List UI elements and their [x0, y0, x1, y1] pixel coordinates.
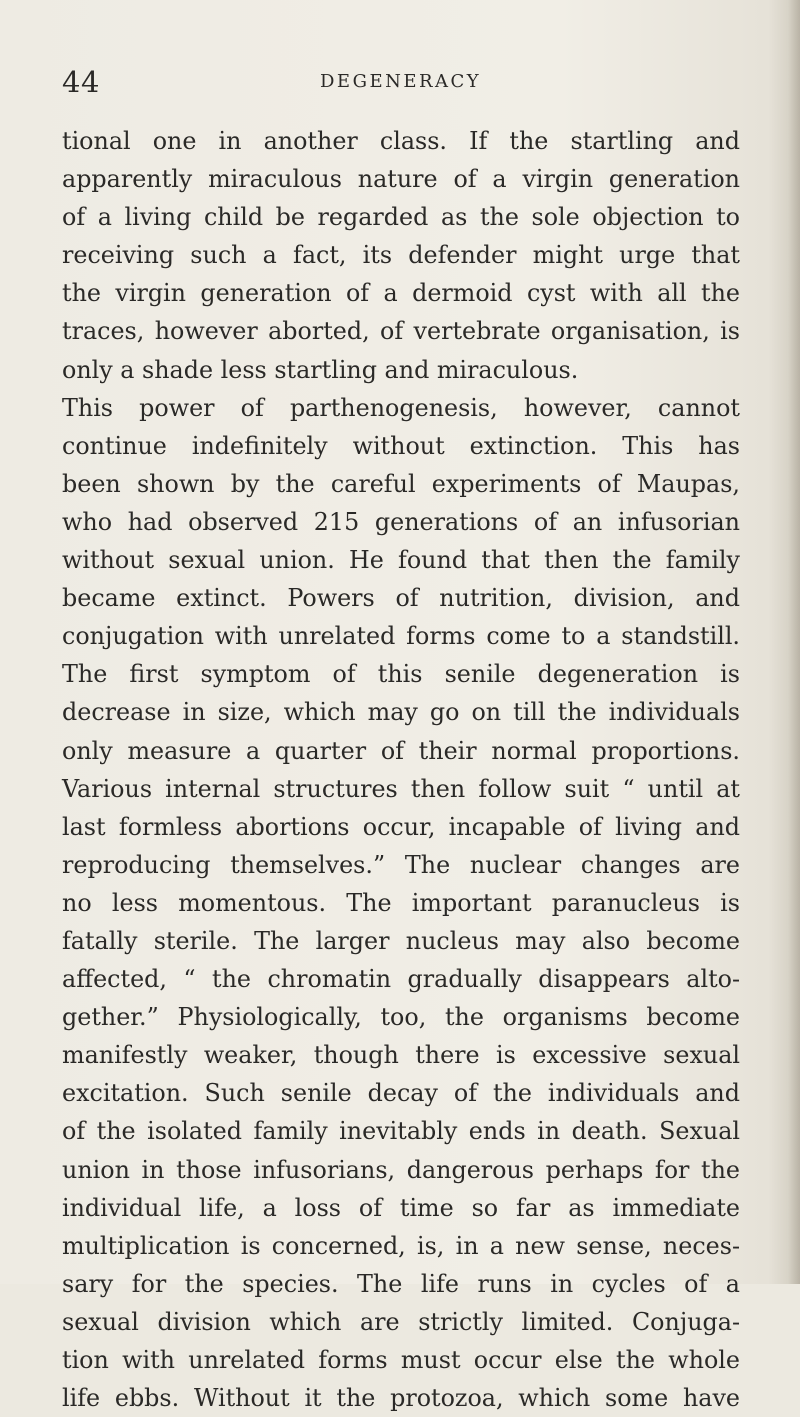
- text-line: excitation. Such senile decay of the individuals and: [62, 1079, 740, 1108]
- running-head: [62, 64, 742, 104]
- text-line: without sexual union. He found that then the family: [62, 546, 740, 575]
- text-line: apparently miraculous nature of a virgin generation: [62, 165, 740, 194]
- text-line: sary for the species. The life runs in cycles of a: [62, 1269, 740, 1298]
- text-line: been shown by the careful experiments of Maupas,: [62, 469, 740, 498]
- text-line: conjugation with unrelated forms come to a standstill.: [62, 622, 740, 651]
- text-line: tional one in another class. If the startling and: [62, 127, 740, 155]
- body-text: [62, 122, 740, 1417]
- text-line: affected, “ the chromatin gradually disappears alto-: [62, 965, 740, 994]
- text-line: traces, however aborted, of vertebrate organisation, is: [62, 317, 740, 346]
- text-line: last formless abortions occur, incapable of living and: [62, 812, 740, 841]
- text-line: who had observed 215 generations of an infusorian: [62, 507, 740, 536]
- text-line: only measure a quarter of their normal proportions.: [62, 736, 740, 765]
- text-line: became extinct. Powers of nutrition, division, and: [62, 584, 740, 613]
- text-line: continue indefinitely without extinction. This has: [62, 431, 740, 460]
- text-line: union in those infusorians, dangerous perhaps for the: [62, 1155, 740, 1184]
- text-line: gether.” Physiologically, too, the organisms become: [62, 1003, 740, 1032]
- text-line: individual life, a loss of time so far as immediate: [62, 1193, 740, 1222]
- text-line: This power of parthenogenesis, however, cannot: [62, 393, 740, 422]
- text-line: the virgin generation of a dermoid cyst with all the: [62, 279, 740, 308]
- text-line: decrease in size, which may go on till the individuals: [62, 698, 740, 727]
- text-line: receiving such a fact, its defender might urge that: [62, 241, 740, 270]
- text-line: multiplication is concerned, is, in a new sense, neces-: [62, 1231, 740, 1260]
- text-line: tion with unrelated forms must occur else the whole: [62, 1346, 740, 1374]
- text-line: reproducing themselves.” The nuclear changes are: [62, 850, 740, 879]
- text-line: fatally sterile. The larger nucleus may also become: [62, 926, 740, 955]
- text-line: manifestly weaker, though there is excessive sexual: [62, 1041, 740, 1070]
- text-line: Various internal structures then follow suit “ until at: [62, 774, 740, 803]
- text-line: no less momentous. The important paranucleus is: [62, 888, 740, 917]
- text-line: only a shade less startling and miraculous.: [62, 355, 579, 384]
- text-line: The first symptom of this senile degeneration is: [62, 660, 740, 689]
- text-line: of a living child be regarded as the sole objection to: [62, 203, 740, 232]
- text-line: of the isolated family inevitably ends in death. Sexual: [62, 1117, 740, 1146]
- page-number: 44: [62, 65, 100, 99]
- text-line: sexual division which are strictly limited. Conjuga-: [62, 1307, 740, 1336]
- page-edge-shadow: [788, 0, 800, 1284]
- running-head-title: DEGENERACY: [320, 71, 482, 92]
- text-line: life ebbs. Without it the protozoa, which some have: [62, 1384, 740, 1413]
